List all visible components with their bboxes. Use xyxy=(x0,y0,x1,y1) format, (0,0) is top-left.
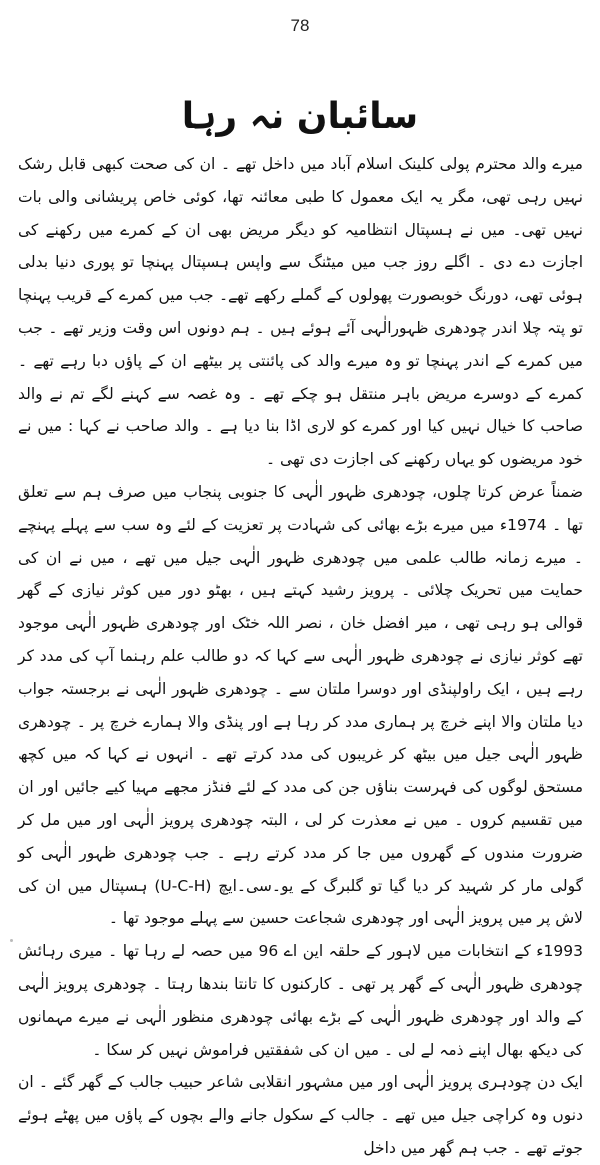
paragraph: میرے والد محترم پولی کلینک اسلام آباد میں داخل تھے ۔ ان کی صحت کبھی قابل رشک نہیں رہی تھی، مگر یہ ایک معمول کا طبی معائنہ تھا، کوئی خاص پریشانی والی بات نہیں تھی۔ میں نے ہسپتال انتظامیہ کو دیگر مریض بھی ان کے کمرے میں رکھنے کی اجازت دے دی ۔ اگلے روز جب میں میٹنگ سے واپس ہسپتال پہنچا تو پوری دنیا بدلی ہوئی تھی، دورنگ خوبصورت پھولوں کے گملے رکھے تھے۔ جب میں کمرے کے قریب پہنچا تو پتہ چلا اندر چودھری ظہورالٰہی آئے ہوئے ہیں ۔ ہم دونوں اس وقت وزیر تھے ۔ جب میں کمرے کے اندر پہنچا تو وہ میرے والد کی پائنتی پر بیٹھے ان کے پاؤں دبا رہے تھے ۔ کمرے کے دوسرے مریض باہر منتقل ہو چکے تھے ۔ وہ غصہ سے کہنے لگے تم نے والد صاحب کا خیال نہیں کیا اور کمرے کو لاری اڈا بنا دیا ہے ۔ والد صاحب نے کہا : میں نے خود مریضوں کو یہاں رکھنے کی اجازت دی تھی ۔ xyxy=(18,155,583,469)
body-text xyxy=(18,148,583,1165)
paragraph: ضمناً عرض کرتا چلوں، چودھری ظہور الٰہی کا جنوبی پنجاب میں صرف ہم سے تعلق تھا ۔ 1974ء میں میرے بڑے بھائی کی شہادت پر تعزیت کے لئے وہ سب سے پہلے پہنچے ۔ میرے زمانہ طالب علمی میں چودھری ظہور الٰہی جیل میں تھے ، میں نے ان کی حمایت میں تحریک چلائی ۔ پرویز رشید کہتے ہیں ، بھٹو دور میں کوثر نیازی کے گھر قوالی ہو رہی تھی ، میر افضل خان ، نصر اللہ خٹک اور چودھری ظہور الٰہی موجود تھے کوثر نیازی نے چودھری ظہور الٰہی سے کہا کہ دو طالب علم رہنما آپ کی مدد کر رہے ہیں ، ایک راولپنڈی اور دوسرا ملتان سے ۔ چودھری ظہور الٰہی نے برجستہ جواب دیا ملتان والا اپنے خرچ پر ہماری مدد کر رہا ہے اور پنڈی والا ہمارے خرچ پر ۔ چودھری ظہور الٰہی جیل میں بیٹھ کر غریبوں کی مدد کرتے تھے ۔ انہوں نے کہا کہ میں کچھ مستحق لوگوں کی فہرست بناؤں جن کی مدد کے لئے فنڈز مجھے مہیا کیے جائیں اور ان میں تقسیم کروں ۔ میں نے معذرت کر لی ، البتہ چودھری پرویز الٰہی اور میں مل کر ضرورت مندوں کے گھروں میں جا کر مدد کرتے رہے ۔ جب چودھری ظہور الٰہی کو گولی مار کر شہید کر دیا گیا تو گلبرگ کے یو۔سی۔ایچ (U-C-H) ہسپتال میں ان کی لاش پر میں پرویز الٰہی اور چودھری شجاعت حسین سے پہلے موجود تھا ۔ xyxy=(18,482,583,928)
paragraph: ایک دن چودہری پرویز الٰہی اور میں مشہور انقلابی شاعر حبیب جالب کے گھر گئے ۔ ان دنوں وہ کراچی جیل میں تھے ۔ جالب کے سکول جانے والے بچوں کے پاؤں میں پھٹے ہوئے جوتے تھے ۔ جب ہم گھر میں داخل xyxy=(18,1073,583,1157)
paragraph: 1993ء کے انتخابات میں لاہور کے حلقہ این اے 96 میں حصہ لے رہا تھا ۔ میری رہائش چودھری ظہور الٰہی کے گھر پر تھی ۔ کارکنوں کا تانتا بندھا رہتا ۔ چودھری پرویز الٰہی کے والد اور چودھری ظہور الٰہی کے بڑے بھائی چودھری منظور الٰہی نے میرے مہمانوں کی دیکھ بھال اپنے ذمہ لے لی ۔ میں ان کی شفقتیں فراموش نہیں کر سکا ۔ xyxy=(18,942,583,1059)
chapter-title: سائبان نہ رہا xyxy=(181,96,419,137)
scan-dot xyxy=(10,939,13,942)
page-number: 78 xyxy=(290,16,310,35)
